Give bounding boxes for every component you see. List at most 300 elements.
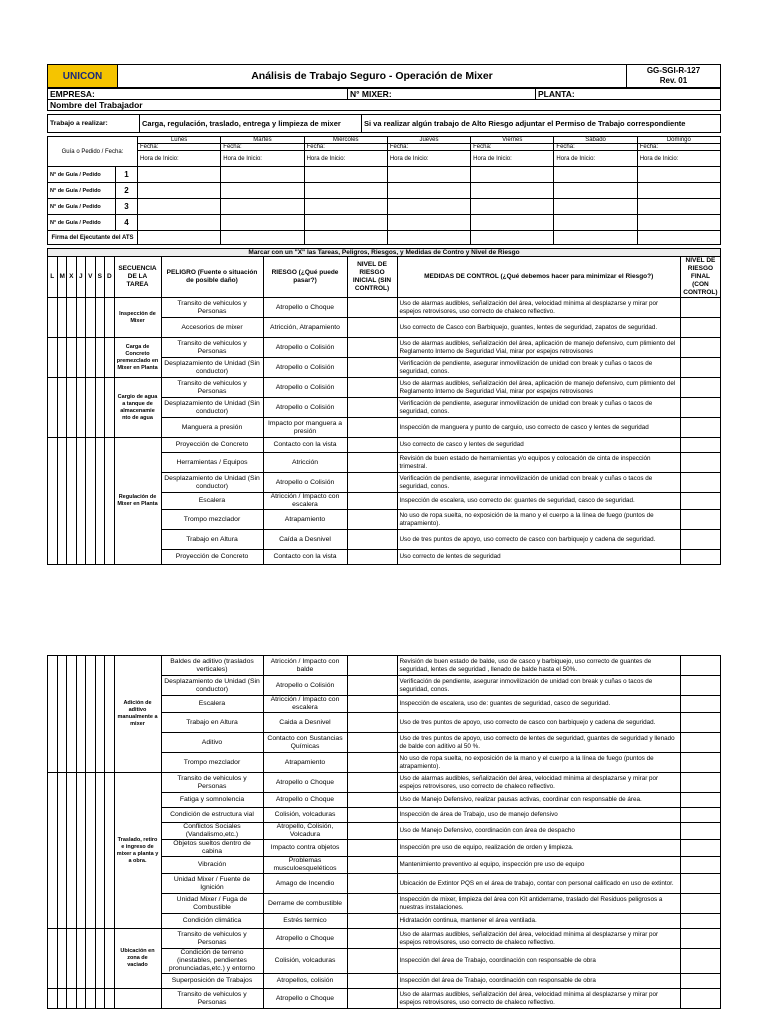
peligro-cell: Unidad Mixer / Fuente de Ignición <box>161 874 263 894</box>
signature-cell[interactable] <box>304 231 387 245</box>
day-check-cell[interactable] <box>105 656 115 773</box>
day-col-d: D <box>105 257 115 298</box>
day-check-cell[interactable] <box>57 929 67 989</box>
medidas-cell: Inspección de mixer, limpieza del área con Kit antiderrame, traslado del Residuos peligrosos a nuestras instalaciones. <box>397 894 681 914</box>
day-check-cell[interactable] <box>105 929 115 989</box>
day-check-cell[interactable] <box>57 438 67 565</box>
medidas-cell: Inspección de manguera y punto de carguio, uso correcto de casco y lentes de seguridad <box>397 418 680 438</box>
risk-row <box>48 378 721 398</box>
nivel-final-cell[interactable] <box>681 676 721 696</box>
nivel-inicial-cell[interactable] <box>347 874 397 894</box>
day-check-cell[interactable] <box>95 656 105 773</box>
day-check-cell[interactable] <box>76 338 86 378</box>
medidas-cell: Uso correcto de Casco con Barbiquejo, guantes, lentes de seguridad, zapatos de seguridad. <box>397 318 680 338</box>
day-check-cell[interactable] <box>95 438 105 565</box>
riesgo-cell: Atricción / Impacto con balde <box>263 656 347 676</box>
peligro-cell: Desplazamiento de Unidad (Sin conductor) <box>161 473 263 493</box>
guide-entry-cell[interactable] <box>387 183 470 199</box>
guide-entry-cell[interactable] <box>221 215 304 231</box>
nivel-final-cell[interactable] <box>681 733 721 753</box>
nivel-final-cell[interactable] <box>681 823 721 840</box>
day-check-cell[interactable] <box>48 378 58 438</box>
nivel-final-cell[interactable] <box>681 989 721 1009</box>
day-check-cell[interactable] <box>76 929 86 989</box>
peligro-cell: Condición de terreno (inestables, pendientes pronunciadas,etc.) y entorno <box>161 949 263 974</box>
riesgo-cell: Atropellos, colisión <box>263 974 347 989</box>
medidas-cell: Uso de tres puntos de apoyo, uso correcto de casco con barbiquejo y cadena de seguridad. <box>397 713 681 733</box>
medidas-cell: Inspección de escalera, uso correcto de: guantes de seguridad, casco de seguridad. <box>397 493 680 510</box>
peligro-cell: Objetos sueltos dentro de cabina <box>161 840 263 857</box>
signature-cell[interactable] <box>387 231 470 245</box>
hora-cell[interactable]: Hora de Inicio: <box>471 151 554 167</box>
signature-cell[interactable] <box>637 231 720 245</box>
day-check-cell[interactable] <box>105 773 115 929</box>
guide-entry-cell[interactable] <box>554 183 637 199</box>
nivel-inicial-cell[interactable] <box>347 793 397 808</box>
nivel-inicial-cell[interactable] <box>347 338 397 358</box>
fecha-cell[interactable]: Fecha: <box>471 144 554 151</box>
peligro-cell: Desplazamiento de Unidad (Sin conductor) <box>161 398 263 418</box>
riesgo-cell: Impacto por manguera a presión <box>263 418 347 438</box>
job-row <box>47 114 721 133</box>
sheet-page-2 <box>47 655 721 1024</box>
nivel-final-cell[interactable] <box>681 949 721 974</box>
medidas-cell: Uso de alarmas audibles, señalización del área, velocidad mínima al desplazarse y mirar por espejos retrovisores, uso correcto de chaleco reflectivo. <box>397 929 681 949</box>
fecha-cell[interactable]: Fecha: <box>138 144 221 151</box>
peligro-cell: Aditivo <box>161 733 263 753</box>
peligro-cell: Transito de vehiculos y Personas <box>161 773 263 793</box>
medidas-cell: Uso de alarmas audibles, señalización del área, aplicación de manejo defensivo, cum plimiento del Reglamento Interno de Seguridad Vial, mirar por espejos retrovisores <box>397 338 680 358</box>
nivel-inicial-cell[interactable] <box>347 929 397 949</box>
nivel-final-cell[interactable] <box>680 418 720 438</box>
day-check-cell[interactable] <box>48 298 58 338</box>
riesgo-cell: Atropello o Colisión <box>263 358 347 378</box>
day-saturday: Sábado <box>554 137 637 144</box>
nivel-inicial-cell[interactable] <box>347 550 397 565</box>
nivel-inicial-cell[interactable] <box>347 840 397 857</box>
nivel-inicial-cell[interactable] <box>347 398 397 418</box>
nivel-final-cell[interactable] <box>681 874 721 894</box>
peligro-cell: Desplazamiento de Unidad (Sin conductor) <box>161 676 263 696</box>
riesgo-cell: Colisión, volcaduras <box>263 808 347 823</box>
guide-entry-cell[interactable] <box>471 199 554 215</box>
nivel-final-cell[interactable] <box>681 808 721 823</box>
task-sequence: Carga de Concreto premezclado en Mixer en Planta <box>114 338 161 378</box>
day-friday: Viernes <box>471 137 554 144</box>
worker-name-field[interactable]: Nombre del Trabajador <box>48 100 721 111</box>
riesgo-cell: Atropello o Choque <box>263 989 347 1009</box>
hora-cell[interactable]: Hora de Inicio: <box>637 151 720 167</box>
guide-entry-cell[interactable] <box>138 199 221 215</box>
empresa-field[interactable]: EMPRESA: <box>48 89 348 100</box>
nivel-final-cell[interactable] <box>681 974 721 989</box>
nivel-final-cell[interactable] <box>680 493 720 510</box>
guide-header: Guía o Pedido / Fecha: <box>48 137 138 167</box>
nivel-inicial-cell[interactable] <box>347 656 397 676</box>
guide-entry-cell[interactable] <box>304 167 387 183</box>
mixer-field[interactable]: N° MIXER: <box>348 89 536 100</box>
peligro-cell: Baldes de aditivo (traslados verticales) <box>161 656 263 676</box>
guide-row <box>48 183 721 199</box>
risk-row <box>48 656 721 676</box>
guide-row-number: 1 <box>116 167 138 183</box>
day-check-cell[interactable] <box>95 989 105 1009</box>
day-check-cell[interactable] <box>86 929 96 989</box>
day-check-cell[interactable] <box>48 438 58 565</box>
day-check-cell[interactable] <box>76 378 86 438</box>
task-sequence: Inspección de Mixer <box>114 298 161 338</box>
day-check-cell[interactable] <box>57 338 67 378</box>
nivel-final-cell[interactable] <box>680 338 720 358</box>
day-wednesday: Miércoles <box>304 137 387 144</box>
day-check-cell[interactable] <box>105 989 115 1009</box>
day-thursday: Jueves <box>387 137 470 144</box>
guide-entry-cell[interactable] <box>637 215 720 231</box>
day-check-cell[interactable] <box>67 438 77 565</box>
medidas-cell: Uso de alarmas audibles, señalización del área, velocidad mínima al desplazarse y mirar por espejos retrovisores, uso correcto de chaleco reflectivo. <box>397 298 680 318</box>
matrix-continued <box>47 655 721 1009</box>
guide-entry-cell[interactable] <box>637 199 720 215</box>
riesgo-cell: Atrapamiento <box>263 510 347 530</box>
col-peligro: PELIGRO (Fuente o situación de posible daño) <box>161 257 263 298</box>
doc-code <box>627 65 721 88</box>
day-check-cell[interactable] <box>67 929 77 989</box>
medidas-cell: Uso correcto de lentes de seguridad <box>397 550 680 565</box>
nivel-inicial-cell[interactable] <box>347 773 397 793</box>
day-col-j: J <box>76 257 86 298</box>
guide-row <box>48 167 721 183</box>
riesgo-cell: Atropello o Colisión <box>263 338 347 358</box>
day-check-cell[interactable] <box>57 378 67 438</box>
day-check-cell[interactable] <box>76 773 86 929</box>
page-title: Análisis de Trabajo Seguro - Operación de Mixer <box>118 65 627 88</box>
fecha-cell[interactable]: Fecha: <box>554 144 637 151</box>
day-col-m: M <box>57 257 67 298</box>
riesgo-cell: Atropello o Colisión <box>263 378 347 398</box>
fecha-cell[interactable]: Fecha: <box>221 144 304 151</box>
nivel-inicial-cell[interactable] <box>347 418 397 438</box>
peligro-cell: Herramientas / Equipos <box>161 453 263 473</box>
nivel-final-cell[interactable] <box>680 378 720 398</box>
guide-entry-cell[interactable] <box>221 183 304 199</box>
guide-entry-cell[interactable] <box>221 167 304 183</box>
nivel-final-cell[interactable] <box>681 773 721 793</box>
nivel-final-cell[interactable] <box>681 894 721 914</box>
job-description: Carga, regulación, traslado, entrega y limpieza de mixer <box>140 115 362 133</box>
day-check-cell[interactable] <box>86 989 96 1009</box>
day-check-cell[interactable] <box>48 989 58 1009</box>
peligro-cell: Superposición de Trabajos <box>161 974 263 989</box>
peligro-cell: Escalera <box>161 696 263 713</box>
day-check-cell[interactable] <box>76 656 86 773</box>
guide-entry-cell[interactable] <box>304 183 387 199</box>
nivel-inicial-cell[interactable] <box>347 378 397 398</box>
signature-cell[interactable] <box>471 231 554 245</box>
nivel-inicial-cell[interactable] <box>347 753 397 773</box>
nivel-inicial-cell[interactable] <box>347 493 397 510</box>
riesgo-cell: Atricción, Atrapamiento <box>263 318 347 338</box>
col-nivel-final: NIVEL DE RIESGO FINAL (CON CONTROL) <box>680 257 720 298</box>
peligro-cell: Trabajo en Altura <box>161 713 263 733</box>
day-col-l: L <box>48 257 58 298</box>
day-check-cell[interactable] <box>86 338 96 378</box>
day-check-cell[interactable] <box>95 338 105 378</box>
riesgo-cell: Atropello, Colisión, Volcadura <box>263 823 347 840</box>
hora-cell[interactable]: Hora de Inicio: <box>554 151 637 167</box>
day-check-cell[interactable] <box>86 773 96 929</box>
medidas-cell: Inspección de área de Trabajo, uso de manejo defensivo <box>397 808 681 823</box>
hora-cell[interactable]: Hora de Inicio: <box>387 151 470 167</box>
medidas-cell: Verificación de pendiente, asegurar inmovilización de unidad con break y cuñas o tacos de seguridad, conos. <box>397 398 680 418</box>
nivel-final-cell[interactable] <box>680 550 720 565</box>
signature-cell[interactable] <box>554 231 637 245</box>
hora-cell[interactable]: Hora de Inicio: <box>304 151 387 167</box>
day-check-cell[interactable] <box>67 378 77 438</box>
day-check-cell[interactable] <box>67 298 77 338</box>
day-check-cell[interactable] <box>86 656 96 773</box>
guide-entry-cell[interactable] <box>221 199 304 215</box>
task-sequence: Traslado, retiro e ingreso de mixer a planta y a obra. <box>114 773 161 929</box>
medidas-cell: Revisión de buen estado de balde, uso de casco y barbiquejo, uso correcto de guantes de seguridad, lentes de seguridad , llenado de balde hasta el 50%. <box>397 656 681 676</box>
guide-entry-cell[interactable] <box>471 215 554 231</box>
col-sequence: SECUENCIA DE LA TAREA <box>114 257 161 298</box>
day-monday: Lunes <box>138 137 221 144</box>
risk-row <box>48 438 721 453</box>
guide-row-number: 3 <box>116 199 138 215</box>
riesgo-cell: Contacto con la vista <box>263 438 347 453</box>
nivel-inicial-cell[interactable] <box>347 473 397 493</box>
nivel-final-cell[interactable] <box>681 753 721 773</box>
guide-entry-cell[interactable] <box>471 167 554 183</box>
riesgo-cell: Atricción <box>263 453 347 473</box>
doc-code-number: GG-SGI-R-127 <box>646 66 701 75</box>
medidas-cell: No uso de ropa suelta, no exposición de la mano y el cuerpo a la línea de fuego (puntos de atrapamiento). <box>397 753 681 773</box>
day-check-cell[interactable] <box>48 656 58 773</box>
nivel-final-cell[interactable] <box>680 398 720 418</box>
medidas-cell: Uso de Manejo Defensivo, realizar pausas activas, coordinar con responsable de área. <box>397 793 681 808</box>
job-label: Trabajo a realizar: <box>48 115 140 133</box>
nivel-inicial-cell[interactable] <box>347 298 397 318</box>
day-check-cell[interactable] <box>105 338 115 378</box>
signature-cell[interactable] <box>221 231 304 245</box>
peligro-cell: Transito de vehiculos y Personas <box>161 298 263 318</box>
nivel-final-cell[interactable] <box>680 473 720 493</box>
medidas-cell: Inspección del área de Trabajo, coordinación con responsable de obra <box>397 974 681 989</box>
col-medidas: MEDIDAS DE CONTROL (¿Qué debemos hacer para minimizar el Riesgo?) <box>397 257 680 298</box>
medidas-cell: Inspección de escalera, uso de: guantes de seguridad, casco de seguridad. <box>397 696 681 713</box>
nivel-inicial-cell[interactable] <box>347 676 397 696</box>
day-check-cell[interactable] <box>86 378 96 438</box>
fecha-cell[interactable]: Fecha: <box>304 144 387 151</box>
guide-row-label: N° de Guía / Pedido <box>48 183 116 199</box>
guide-entry-cell[interactable] <box>387 199 470 215</box>
guide-entry-cell[interactable] <box>138 183 221 199</box>
task-sequence: Regulación de Mixer en Planta <box>114 438 161 565</box>
guide-entry-cell[interactable] <box>387 167 470 183</box>
risk-row <box>48 989 721 1009</box>
medidas-cell: Hidratación continua, mantener el área ventilada. <box>397 914 681 929</box>
day-check-cell[interactable] <box>76 438 86 565</box>
peligro-cell: Transito de vehiculos y Personas <box>161 338 263 358</box>
day-sunday: Domingo <box>637 137 720 144</box>
guide-entry-cell[interactable] <box>637 183 720 199</box>
medidas-cell: Mantenimiento preventivo al equipo, inspección pre uso de equipo <box>397 857 681 874</box>
day-check-cell[interactable] <box>67 338 77 378</box>
nivel-inicial-cell[interactable] <box>347 530 397 550</box>
guide-entry-cell[interactable] <box>138 167 221 183</box>
riesgo-cell: Colisión, volcaduras <box>263 949 347 974</box>
day-check-cell[interactable] <box>48 773 58 929</box>
day-check-cell[interactable] <box>57 989 67 1009</box>
peligro-cell: Condición climática <box>161 914 263 929</box>
day-check-cell[interactable] <box>57 656 67 773</box>
day-check-cell[interactable] <box>48 338 58 378</box>
riesgo-cell: Atropello o Colisión <box>263 473 347 493</box>
guide-entry-cell[interactable] <box>304 215 387 231</box>
nivel-final-cell[interactable] <box>681 656 721 676</box>
nivel-final-cell[interactable] <box>680 530 720 550</box>
nivel-final-cell[interactable] <box>681 793 721 808</box>
day-check-cell[interactable] <box>76 298 86 338</box>
day-check-cell[interactable] <box>57 298 67 338</box>
nivel-inicial-cell[interactable] <box>347 453 397 473</box>
guide-entry-cell[interactable] <box>554 199 637 215</box>
nivel-inicial-cell[interactable] <box>347 696 397 713</box>
nivel-inicial-cell[interactable] <box>347 949 397 974</box>
peligro-cell: Trompo mezclador <box>161 753 263 773</box>
signature-label: Firma del Ejecutante del ATS <box>48 231 138 245</box>
medidas-cell: Revisión de buen estado de herramientas y/o equipos y colocación de cinta de inspección trimestral. <box>397 453 680 473</box>
riesgo-cell: Amago de Incendio <box>263 874 347 894</box>
nivel-final-cell[interactable] <box>681 914 721 929</box>
guide-entry-cell[interactable] <box>471 183 554 199</box>
riesgo-cell: Atropello o Choque <box>263 793 347 808</box>
nivel-inicial-cell[interactable] <box>347 857 397 874</box>
matrix-instructions: Marcar con un "X" las Tareas, Peligros, Riesgos, y Medidas de Contro y Nivel de Riesgo <box>48 249 721 257</box>
day-check-cell[interactable] <box>95 298 105 338</box>
day-tuesday: Martes <box>221 137 304 144</box>
nivel-final-cell[interactable] <box>681 929 721 949</box>
fecha-cell[interactable]: Fecha: <box>387 144 470 151</box>
guide-entry-cell[interactable] <box>637 167 720 183</box>
signature-cell[interactable] <box>138 231 221 245</box>
fecha-cell[interactable]: Fecha: <box>637 144 720 151</box>
riesgo-cell: Atricción / Impacto con escalera <box>263 696 347 713</box>
nivel-final-cell[interactable] <box>680 510 720 530</box>
nivel-inicial-cell[interactable] <box>347 974 397 989</box>
risk-row <box>48 338 721 358</box>
day-check-cell[interactable] <box>105 438 115 565</box>
nivel-inicial-cell[interactable] <box>347 894 397 914</box>
planta-field[interactable]: PLANTA: <box>536 89 721 100</box>
task-sequence <box>114 989 161 1009</box>
day-check-cell[interactable] <box>76 989 86 1009</box>
nivel-final-cell[interactable] <box>681 857 721 874</box>
nivel-inicial-cell[interactable] <box>347 358 397 378</box>
medidas-cell: Verificación de pendiente, asegurar inmovilización de unidad con break y cuñas o tacos de seguridad, conos. <box>397 473 680 493</box>
nivel-inicial-cell[interactable] <box>347 510 397 530</box>
col-nivel-inicial: NIVEL DE RIESGO INICIAL (SIN CONTROL) <box>347 257 397 298</box>
guide-entry-cell[interactable] <box>387 215 470 231</box>
nivel-inicial-cell[interactable] <box>347 808 397 823</box>
guide-row-number: 2 <box>116 183 138 199</box>
guide-entry-cell[interactable] <box>304 199 387 215</box>
risk-row <box>48 298 721 318</box>
medidas-cell: No uso de ropa suelta, no exposición de la mano y el cuerpo a la línea de fuego (puntos de atrapamiento). <box>397 510 680 530</box>
riesgo-cell: Atropello o Choque <box>263 298 347 318</box>
day-check-cell[interactable] <box>105 378 115 438</box>
risk-row <box>48 929 721 949</box>
riesgo-cell: Atricción / Impacto con escalera <box>263 493 347 510</box>
nivel-inicial-cell[interactable] <box>347 914 397 929</box>
day-check-cell[interactable] <box>95 929 105 989</box>
day-check-cell[interactable] <box>86 298 96 338</box>
guide-entry-cell[interactable] <box>554 215 637 231</box>
nivel-final-cell[interactable] <box>681 696 721 713</box>
day-check-cell[interactable] <box>95 378 105 438</box>
nivel-inicial-cell[interactable] <box>347 438 397 453</box>
peligro-cell: Proyección de Concreto <box>161 550 263 565</box>
guide-entry-cell[interactable] <box>554 167 637 183</box>
day-check-cell[interactable] <box>57 773 67 929</box>
nivel-inicial-cell[interactable] <box>347 989 397 1009</box>
day-col-s: S <box>95 257 105 298</box>
day-check-cell[interactable] <box>95 773 105 929</box>
day-check-cell[interactable] <box>67 989 77 1009</box>
riesgo-cell: Caída a Desnivel <box>263 530 347 550</box>
task-sequence: Ubicación en zona de vaciado <box>114 929 161 989</box>
day-check-cell[interactable] <box>105 298 115 338</box>
day-check-cell[interactable] <box>67 656 77 773</box>
guide-entry-cell[interactable] <box>138 215 221 231</box>
nivel-final-cell[interactable] <box>681 840 721 857</box>
nivel-inicial-cell[interactable] <box>347 318 397 338</box>
medidas-cell: Verificación de pendiente, asegurar inmovilización de unidad con break y cuñas o tacos de seguridad, conos. <box>397 676 681 696</box>
nivel-final-cell[interactable] <box>680 318 720 338</box>
nivel-final-cell[interactable] <box>680 453 720 473</box>
guide-row-number: 4 <box>116 215 138 231</box>
nivel-final-cell[interactable] <box>680 358 720 378</box>
hora-cell[interactable]: Hora de Inicio: <box>221 151 304 167</box>
medidas-cell: Verificación de pendiente, asegurar inmovilización de unidad con break y cuñas o tacos de seguridad, conos. <box>397 358 680 378</box>
day-check-cell[interactable] <box>86 438 96 565</box>
nivel-inicial-cell[interactable] <box>347 713 397 733</box>
riesgo-cell: Atropello o Colisión <box>263 676 347 696</box>
doc-revision: Rev. 01 <box>659 76 688 85</box>
nivel-final-cell[interactable] <box>680 438 720 453</box>
nivel-inicial-cell[interactable] <box>347 823 397 840</box>
riesgo-cell: Estrés termico <box>263 914 347 929</box>
hora-cell[interactable]: Hora de Inicio: <box>138 151 221 167</box>
peligro-cell: Transito de vehiculos y Personas <box>161 378 263 398</box>
nivel-final-cell[interactable] <box>681 713 721 733</box>
peligro-cell: Accesorios de mixer <box>161 318 263 338</box>
nivel-inicial-cell[interactable] <box>347 733 397 753</box>
day-check-cell[interactable] <box>48 929 58 989</box>
medidas-cell: Uso de tres puntos de apoyo, uso correcto de lentes de seguridad, guantes de seguridad y llenado de balde con aditivo al 50 %. <box>397 733 681 753</box>
guide-row <box>48 215 721 231</box>
unicon-logo: UNICON <box>48 65 118 88</box>
riesgo-cell: Atropello o Choque <box>263 773 347 793</box>
day-col-x: X <box>67 257 77 298</box>
medidas-cell: Inspección pre uso de equipo, realización de orden y limpieza. <box>397 840 681 857</box>
nivel-final-cell[interactable] <box>680 298 720 318</box>
company-row <box>47 88 721 111</box>
riesgo-cell: Contacto con la vista <box>263 550 347 565</box>
medidas-cell: Uso de alarmas audibles, señalización del área, velocidad mínima al desplazarse y mirar por espejos retrovisores, uso correcto de chaleco reflectivo. <box>397 773 681 793</box>
day-check-cell[interactable] <box>67 773 77 929</box>
peligro-cell: Conflictos Sociales (Vandalismo,etc.) <box>161 823 263 840</box>
